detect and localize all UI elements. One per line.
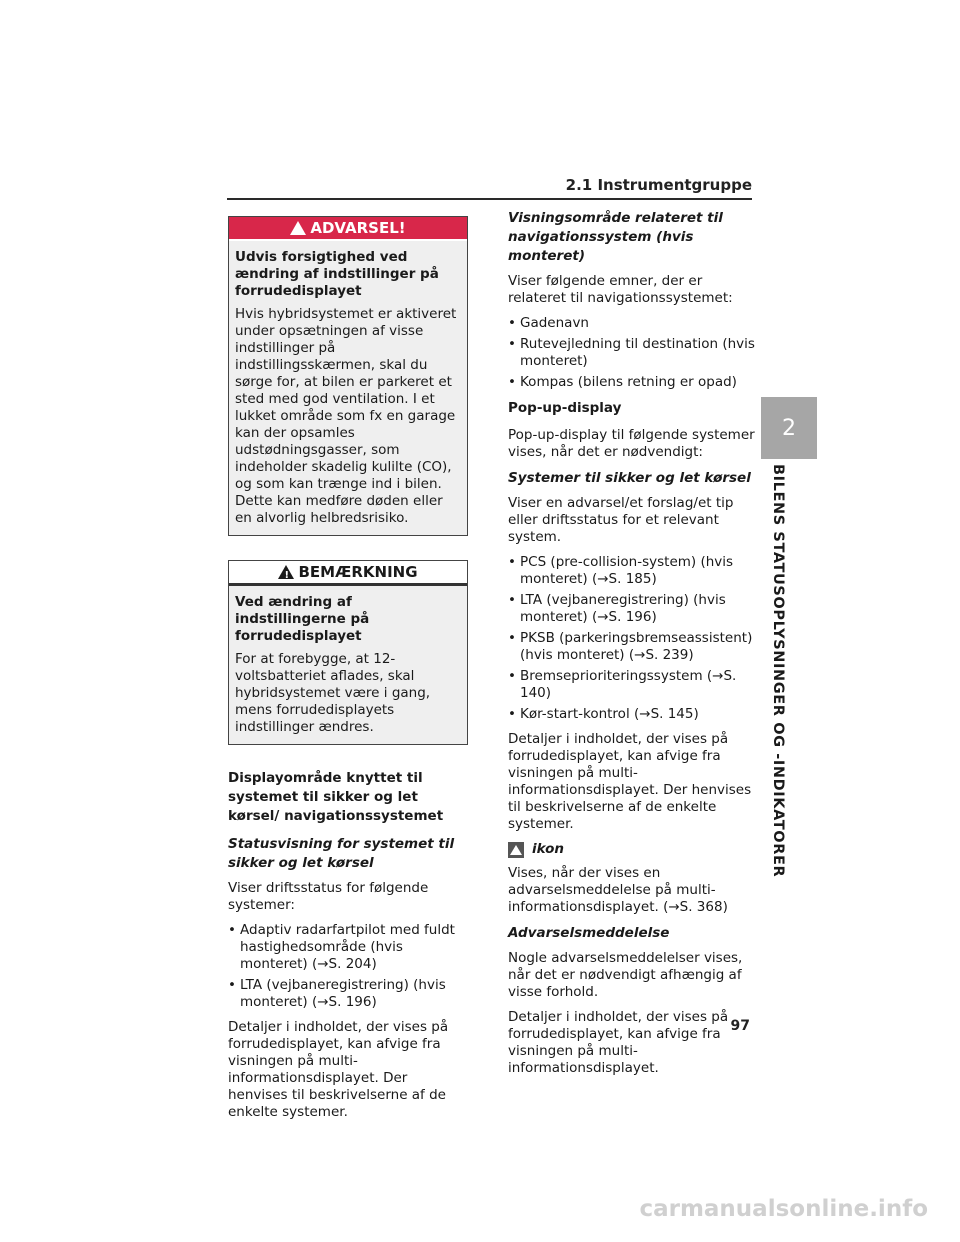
notice-label: BEMÆRKNING — [298, 562, 418, 581]
list-item: • PCS (pre-collision-system) (hvis monteret) (→S. 185) — [508, 554, 756, 588]
list-item: • LTA (vejbaneregistrering) (hvis monteret) (→S. 196) — [508, 592, 756, 626]
list-item: • Kør-start-kontrol (→S. 145) — [508, 706, 756, 723]
watermark: carmanualsonline.info — [639, 1196, 928, 1222]
paragraph-intro-status: Viser driftsstatus for følgende systemer: — [228, 880, 429, 913]
icon-subheading — [508, 841, 756, 858]
subheading-navigation-area: Visningsområde relateret til navigationssystem (hvis monteret) — [508, 210, 723, 264]
warning-heading: Udvis forsigtighed ved ændring af indstillinger på forrudedisplayet — [235, 249, 439, 299]
left-column — [228, 216, 468, 1129]
section-title: Displayområde knyttet til systemet til sikker og let kørsel/ navigationssystemet — [228, 770, 444, 824]
paragraph-detail-safety: Detaljer i indholdet, der vises på forrudedisplayet, kan afvige fra visningen på multi- informationsdisplayet. Der henvises til beskrivelserne af de enkelte systemer. — [508, 731, 752, 832]
warning-label: ADVARSEL! — [310, 218, 406, 237]
paragraph-intro-navigation: Viser følgende emner, der er relateret til navigationssystemet: — [508, 273, 733, 306]
notice-text: For at forebygge, at 12-voltsbatteriet aflades, skal hybridsystemet være i gang, mens forrudedisplayets indstillinger ændres. — [235, 651, 431, 735]
list-item: • PKSB (parkeringsbremseassistent) (hvis monteret) (→S. 239) — [508, 630, 756, 664]
paragraph-icon-text: Vises, når der vises en advarselsmeddelelse på multi- informationsdisplayet. (→S. 368) — [508, 865, 728, 915]
list-item: • LTA (vejbaneregistrering) (hvis monteret) (→S. 196) — [228, 977, 468, 1011]
list-item: • Rutevejledning til destination (hvis monteret) — [508, 336, 756, 370]
subheading-safety-systems: Systemer til sikker og let kørsel — [508, 470, 751, 486]
paragraph-warning-message: Nogle advarselsmeddelelser vises, når det er nødvendigt afhængig af visse forhold. — [508, 950, 743, 1000]
paragraph-popup-intro: Pop-up-display til følgende systemer vises, når det er nødvendigt: — [508, 427, 755, 460]
notice-box — [228, 560, 468, 745]
warning-box-header — [229, 216, 467, 241]
right-column — [508, 209, 756, 1085]
list-item: • Gadenavn — [508, 315, 756, 332]
chapter-title-vertical: BILENS STATUSOPLYSNINGER OG -INDIKATORER — [770, 464, 786, 878]
icon-label: ikon — [532, 841, 565, 857]
paragraph-detail-status: Detaljer i indholdet, der vises på forrudedisplayet, kan afvige fra visningen på multi- informationsdisplayet. Der henvises til beskrivelserne af de enkelte systemer. — [228, 1019, 449, 1120]
notice-triangle-icon — [278, 565, 294, 579]
subheading-warning-message: Advarselsmeddelelse — [508, 925, 670, 941]
warning-text: Hvis hybridsystemet er aktiveret under opsætningen af visse indstillinger på indstillingsskærmen, skal du sørge for, at bilen er parkeret et sted med god ventilation. I et lukket område som fx en garage kan der opsamles udstødningsgasser, som indeholder skadelig kulilte (CO), og som kan trænge ind i bilen. Dette kan medføre døden eller en alvorlig helbredsrisiko. — [235, 306, 457, 526]
safety-systems-list — [508, 554, 756, 723]
subheading-status-display: Statusvisning for systemet til sikker og let kørsel — [228, 836, 455, 871]
list-item: • Bremseprioriteringssystem (→S. 140) — [508, 668, 756, 702]
popup-display-title: Pop-up-display — [508, 400, 622, 416]
notice-heading: Ved ændring af indstillingerne på forrudedisplayet — [235, 594, 370, 644]
status-systems-list — [228, 922, 468, 1011]
section-header-title: 2.1 Instrumentgruppe — [565, 176, 752, 194]
list-item: • Adaptiv radarfartpilot med fuldt hastighedsområde (hvis monteret) (→S. 204) — [228, 922, 468, 973]
paragraph-warning-detail: Detaljer i indholdet, der vises på forrudedisplayet, kan afvige fra visningen på multi-informationsdisplayet. — [508, 1009, 729, 1076]
chapter-number-tab: 2 — [761, 397, 817, 459]
notice-box-header — [229, 560, 467, 586]
page-number: 97 — [730, 1018, 750, 1034]
navigation-items-list — [508, 315, 756, 391]
list-item: • Kompas (bilens retning er opad) — [508, 374, 756, 391]
paragraph-safety-intro: Viser en advarsel/et forslag/et tip eller driftsstatus for et relevant system. — [508, 495, 734, 545]
warning-triangle-icon — [290, 221, 306, 235]
warning-icon — [508, 842, 524, 858]
warning-box — [228, 216, 468, 536]
header-rule — [227, 198, 752, 200]
